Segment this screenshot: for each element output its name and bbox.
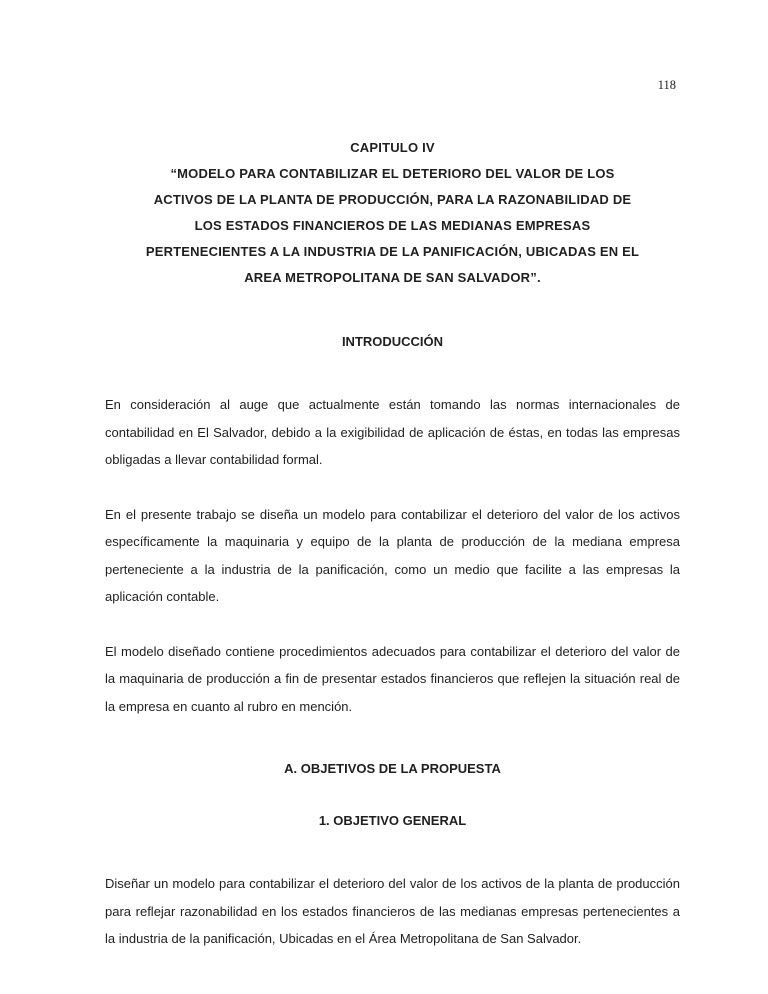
heading-introduction: INTRODUCCIÓN <box>341 334 444 349</box>
chapter-title-line: AREA METROPOLITANA DE SAN SALVADOR”. <box>244 270 541 285</box>
chapter-title-line: CAPITULO IV <box>350 140 435 155</box>
chapter-title-line: LOS ESTADOS FINANCIEROS DE LAS MEDIANAS EMPRESAS <box>194 218 591 233</box>
chapter-title-line: PERTENECIENTES A LA INDUSTRIA DE LA PANIFICACIÓN, UBICADAS EN EL <box>145 244 640 259</box>
chapter-title-line: ACTIVOS DE LA PLANTA DE PRODUCCIÓN, PARA LA RAZONABILIDAD DE <box>153 192 632 207</box>
heading-objetivos-propuesta: A. OBJETIVOS DE LA PROPUESTA <box>284 761 501 776</box>
chapter-title-line: “MODELO PARA CONTABILIZAR EL DETERIORO DEL VALOR DE LOS <box>170 166 615 181</box>
paragraph-objetivo-general: Diseñar un modelo para contabilizar el deterioro del valor de los activos de la planta de producción para reflejar razonabilidad en los estados financieros de las medianas empresas pertenecientes a la industria de la panificación, Ubicadas en el Área Metropolitana de San Salvador. <box>105 876 680 946</box>
paragraph-consideracion: En consideración al auge que actualmente están tomando las normas internacionales de contabilidad en El Salvador, debido a la exigibilidad de aplicación de éstas, en todas las empresas obligadas a llevar contabilidad formal. <box>105 397 680 467</box>
chapter-title <box>105 135 680 291</box>
paragraph-presente-trabajo: En el presente trabajo se diseña un modelo para contabilizar el deterioro del valor de los activos específicamente la maquinaria y equipo de la planta de producción de la mediana empresa perteneciente a la industria de la panificación, como un medio que facilite a las empresas la aplicación contable. <box>105 506 680 604</box>
heading-objetivo-general: 1. OBJETIVO GENERAL <box>318 813 467 828</box>
paragraph-modelo-disenado: El modelo diseñado contiene procedimientos adecuados para contabilizar el deterioro del valor de la maquinaria de producción a fin de presentar estados financieros que reflejen la situación real de la empresa en cuanto al rubro en mención. <box>105 643 680 714</box>
page-content <box>105 135 680 953</box>
page-number: 118 <box>657 78 676 92</box>
